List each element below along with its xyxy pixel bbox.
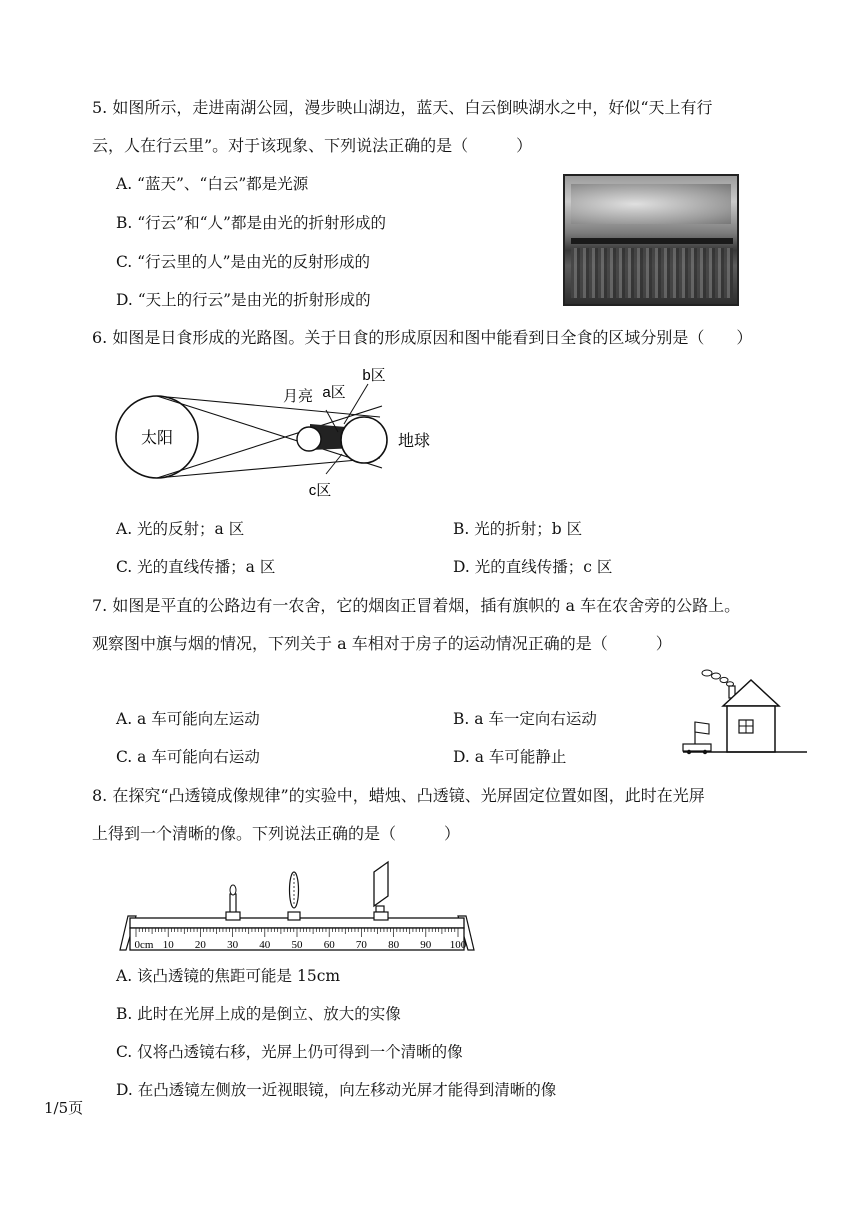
q8-stem-line1: 8. 在探究“凸透镜成像规律”的实验中，蜡烛、凸透镜、光屏固定位置如图，此时在光屏 — [92, 786, 705, 805]
q6-option-d: D. 光的直线传播；c 区 — [453, 558, 613, 576]
q7-stem-line2: 观察图中旗与烟的情况，下列关于 a 车相对于房子的运动情况正确的是（ ） — [92, 634, 672, 653]
ruler-label: 100 — [449, 939, 467, 951]
q6-option-c: C. 光的直线传播；a 区 — [116, 558, 276, 576]
q8-option-c: C. 仅将凸透镜右移，光屏上仍可得到一个清晰的像 — [116, 1043, 463, 1061]
q8-stem-line2: 上得到一个清晰的像。下列说法正确的是（ ） — [92, 824, 461, 843]
optical-bench-diagram — [112, 854, 484, 962]
q5-stem-line2: 云，人在行云里”。对于该现象、下列说法正确的是（ ） — [92, 136, 533, 155]
q7-option-b: B. a 车一定向右运动 — [453, 710, 597, 728]
page-number: 1/5页 — [44, 1099, 84, 1117]
ruler-label: 50 — [291, 939, 303, 951]
region-c-label: c区 — [308, 482, 332, 499]
ruler-label: 60 — [323, 939, 335, 951]
region-a-label: a区 — [322, 384, 346, 401]
q5-option-d: D. “天上的行云”是由光的折射形成的 — [116, 291, 371, 309]
q5-stem-line1: 5. 如图所示，走进南湖公园，漫步映山湖边，蓝天、白云倒映湖水之中，好似“天上有行 — [92, 98, 713, 117]
ruler-label: 30 — [227, 939, 239, 951]
ruler-label: 40 — [259, 939, 271, 951]
q7-option-c: C. a 车可能向右运动 — [116, 748, 260, 766]
q8-option-d: D. 在凸透镜左侧放一近视眼镜，向左移动光屏才能得到清晰的像 — [116, 1081, 557, 1099]
moon-label: 月亮 — [282, 388, 314, 405]
q8-option-a: A. 该凸透镜的焦距可能是 15cm — [116, 967, 341, 985]
q7-stem-line1: 7. 如图是平直的公路边有一农舍，它的烟囱正冒着烟，插有旗帜的 a 车在农舍旁的公路上。 — [92, 596, 741, 615]
q6-option-a: A. 光的反射；a 区 — [116, 520, 245, 538]
farmhouse-car-diagram — [675, 664, 810, 766]
solar-eclipse-diagram — [110, 362, 440, 507]
q5-option-a: A. “蓝天”、“白云”都是光源 — [116, 175, 309, 193]
region-b-label: b区 — [362, 367, 386, 384]
q8-option-b: B. 此时在光屏上成的是倒立、放大的实像 — [116, 1005, 401, 1023]
q7-option-d: D. a 车可能静止 — [453, 748, 567, 766]
q5-option-b: B. “行云”和“人”都是由光的折射形成的 — [116, 214, 386, 232]
earth-label: 地球 — [397, 433, 431, 450]
ruler-label: 0cm — [134, 939, 154, 951]
sun-label: 太阳 — [140, 430, 174, 447]
q7-option-a: A. a 车可能向左运动 — [116, 710, 260, 728]
q6-option-b: B. 光的折射；b 区 — [453, 520, 583, 538]
lake-reflection-photo — [563, 174, 739, 306]
q6-stem-line1: 6. 如图是日食形成的光路图。关于日食的形成原因和图中能看到日全食的区域分别是（ ） — [92, 328, 753, 347]
q5-option-c: C. “行云里的人”是由光的反射形成的 — [116, 253, 371, 271]
ruler-label: 20 — [194, 939, 206, 951]
ruler-label: 70 — [355, 939, 367, 951]
ruler-label: 90 — [420, 939, 432, 951]
ruler-label: 10 — [162, 939, 174, 951]
ruler-label: 80 — [388, 939, 400, 951]
